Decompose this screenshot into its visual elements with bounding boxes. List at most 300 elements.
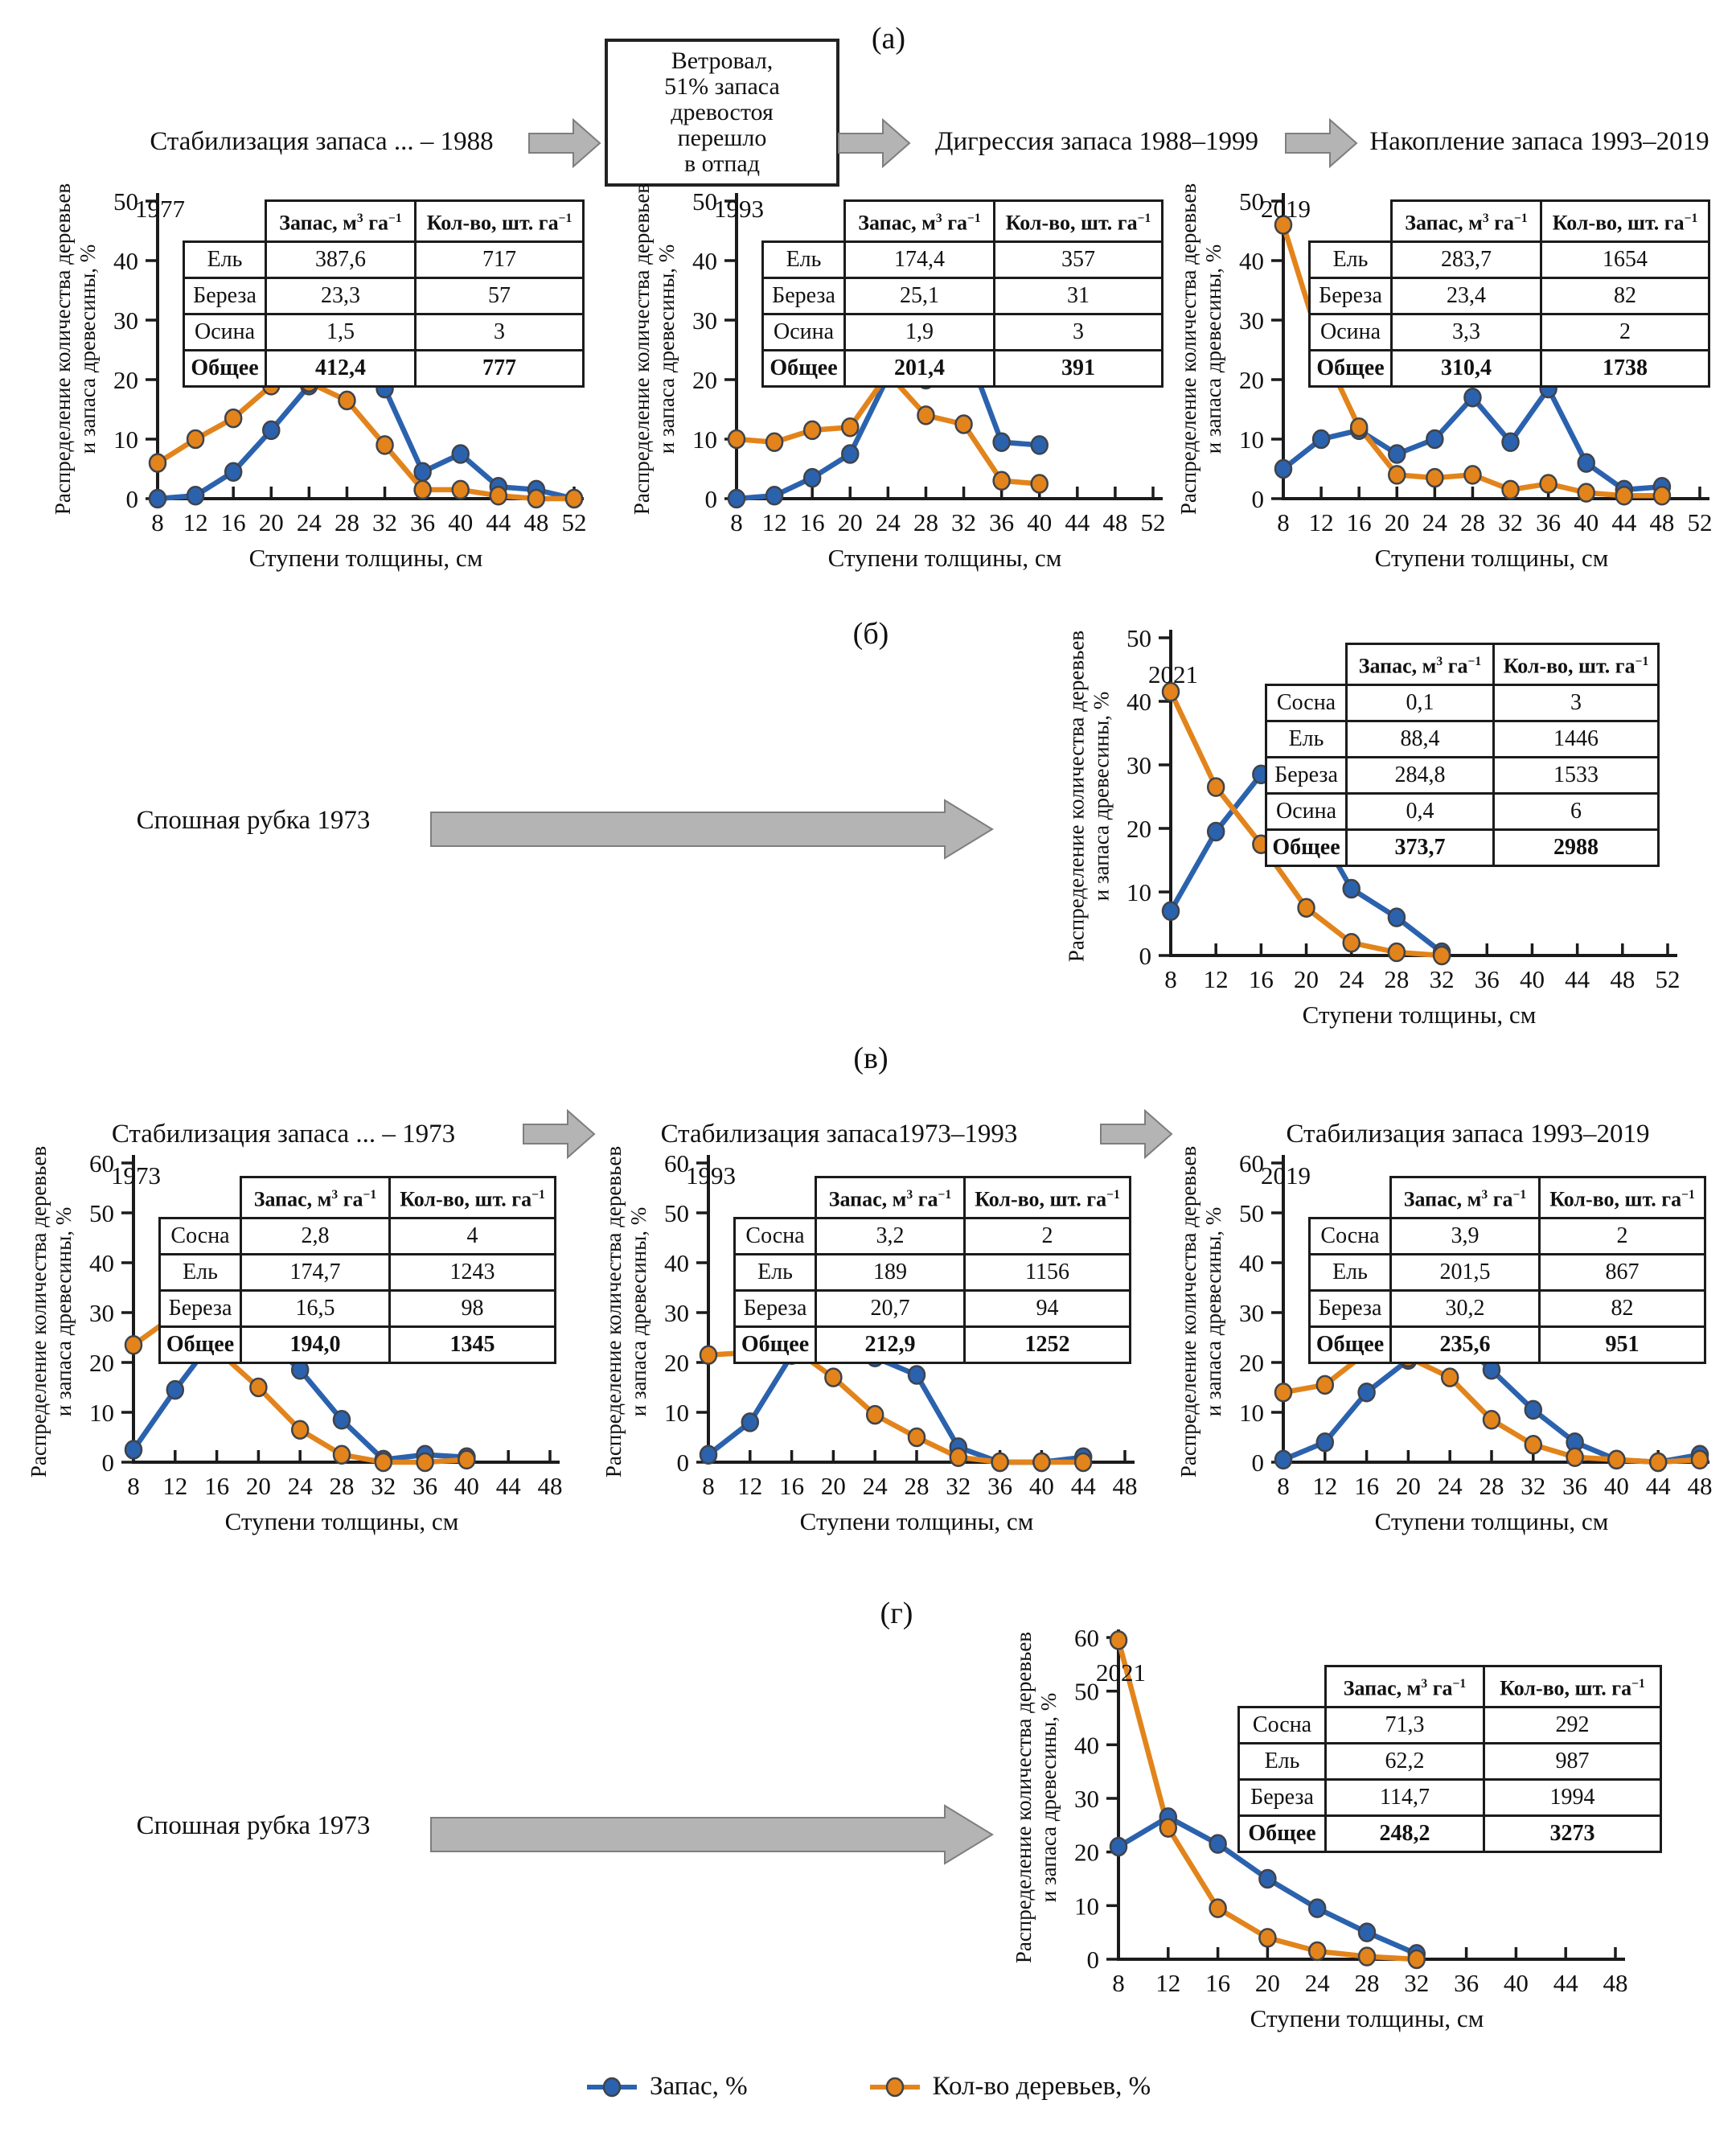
- svg-text:0: 0: [676, 1449, 689, 1477]
- legend-label-count: Кол-во деревьев, %: [932, 2072, 1151, 2101]
- data-point-stock: [909, 1366, 925, 1384]
- species-row: Ель 88,4 1446: [1266, 721, 1659, 757]
- data-point-count: [458, 1451, 474, 1469]
- data-point-count: [956, 416, 972, 434]
- flow-a-stage3: Накопление запаса 1993–2019: [1369, 127, 1709, 156]
- data-point-count: [1442, 1369, 1458, 1387]
- svg-text:48: 48: [1112, 1472, 1138, 1500]
- svg-text:32: 32: [951, 508, 977, 536]
- svg-text:36: 36: [1536, 508, 1562, 536]
- svg-text:20: 20: [1239, 366, 1264, 394]
- stock-header: Запас, $м^3$ $га^{-1}$: [816, 1177, 965, 1218]
- svg-text:52: 52: [561, 508, 587, 536]
- data-point-count: [1299, 899, 1315, 917]
- chart-b-2021: [1064, 623, 1681, 1038]
- data-point-count: [417, 1453, 433, 1471]
- data-point-count: [1654, 487, 1670, 504]
- svg-text:50: 50: [1074, 1677, 1099, 1706]
- chart-year-label: 2021: [1148, 660, 1198, 688]
- chart-year-label: 2019: [1261, 1161, 1311, 1190]
- flow-v-stage2: Стабилизация запаса1973–1993: [660, 1120, 1018, 1149]
- svg-text:20: 20: [89, 1349, 114, 1377]
- svg-text:24: 24: [287, 1472, 313, 1500]
- svg-text:20: 20: [837, 508, 863, 536]
- table-header-row: [1310, 201, 1709, 242]
- data-point-stock: [1426, 430, 1443, 448]
- svg-text:20: 20: [1254, 1969, 1280, 1997]
- svg-text:40: 40: [1028, 1472, 1054, 1500]
- svg-text:16: 16: [1205, 1969, 1231, 1997]
- table-header-row: [184, 201, 584, 242]
- chart-v-2019: [1176, 1145, 1713, 1544]
- svg-text:40: 40: [1239, 247, 1264, 275]
- svg-text:48: 48: [1649, 508, 1675, 536]
- table-header-row: [160, 1177, 556, 1218]
- data-point-stock: [453, 446, 469, 463]
- x-axis-label: Ступени толщины, см: [827, 544, 1062, 572]
- table-header-row: [1266, 644, 1659, 685]
- svg-text:12: 12: [737, 1472, 763, 1500]
- svg-text:24: 24: [1422, 508, 1447, 536]
- data-point-count: [376, 1453, 392, 1471]
- svg-text:30: 30: [664, 1299, 689, 1327]
- count-header: Кол-во, шт. $га^{-1}$: [1541, 201, 1709, 242]
- x-axis-label: Ступени толщины, см: [1374, 544, 1609, 572]
- species-row: Осина 0,4 6: [1266, 793, 1659, 829]
- data-point-stock: [1359, 1383, 1375, 1401]
- svg-text:12: 12: [1312, 1472, 1338, 1500]
- svg-text:12: 12: [1308, 508, 1334, 536]
- svg-text:44: 44: [1565, 965, 1590, 993]
- data-point-stock: [415, 463, 431, 481]
- chart-year-label: 1993: [686, 1161, 736, 1190]
- data-point-stock: [225, 463, 241, 481]
- flow-arrow-long-icon: [430, 1803, 995, 1866]
- data-point-stock: [742, 1413, 758, 1431]
- table-header-row: [1239, 1666, 1661, 1707]
- svg-text:40: 40: [692, 247, 717, 275]
- species-row: Сосна 71,3 292: [1239, 1707, 1661, 1743]
- species-row: Сосна 0,1 3: [1266, 684, 1659, 721]
- stock-header: Запас, $м^3$ $га^{-1}$: [1392, 201, 1541, 242]
- svg-text:40: 40: [1603, 1472, 1629, 1500]
- species-row: Береза 30,2 82: [1310, 1290, 1705, 1326]
- arrow-shape: [431, 1806, 992, 1864]
- svg-text:60: 60: [664, 1149, 689, 1177]
- arrow-shape: [1286, 120, 1356, 166]
- svg-text:48: 48: [1610, 965, 1635, 993]
- x-axis-label: Ступени толщины, см: [248, 544, 483, 572]
- stock-header: Запас, $м^3$ $га^{-1}$: [1391, 1177, 1540, 1218]
- total-row: Общее 201,4 391: [763, 350, 1163, 386]
- data-point-stock: [150, 490, 166, 508]
- count-header: Кол-во, шт. $га^{-1}$: [1540, 1177, 1705, 1218]
- total-row: Общее 412,4 777: [184, 350, 584, 386]
- svg-text:48: 48: [537, 1472, 563, 1500]
- table-header-row: [1310, 1177, 1705, 1218]
- svg-text:40: 40: [448, 508, 474, 536]
- data-point-stock: [1210, 1835, 1226, 1853]
- data-point-stock: [1313, 430, 1329, 448]
- svg-text:40: 40: [1574, 508, 1599, 536]
- chart-v-1973: [27, 1145, 563, 1544]
- svg-text:48: 48: [523, 508, 549, 536]
- svg-text:28: 28: [1354, 1969, 1380, 1997]
- flow-arrow-icon: [528, 117, 602, 169]
- svg-text:52: 52: [1655, 965, 1681, 993]
- x-axis-label: Ступени толщины, см: [1250, 2004, 1484, 2032]
- flow-arrow-icon: [1285, 117, 1359, 169]
- data-point-count: [1389, 466, 1405, 483]
- legend-item-count: [868, 2072, 1151, 2102]
- data-point-stock: [1344, 880, 1360, 898]
- data-point-count: [1692, 1451, 1708, 1469]
- panel-label-v: (в): [853, 1042, 889, 1075]
- svg-text:50: 50: [664, 1199, 689, 1227]
- data-point-stock: [1317, 1433, 1333, 1451]
- stand-summary-table: [158, 1176, 556, 1364]
- chart-year-label: 1977: [135, 195, 185, 223]
- stock-series-marker-icon: [585, 2076, 638, 2098]
- svg-text:8: 8: [702, 1472, 715, 1500]
- table-header-row: [763, 201, 1163, 242]
- data-point-count: [1208, 779, 1224, 796]
- data-point-stock: [700, 1446, 716, 1464]
- svg-text:0: 0: [1251, 485, 1264, 513]
- y-axis-label: Распределение количества деревьев и запаса древесины, %: [630, 183, 679, 516]
- svg-text:16: 16: [220, 508, 246, 536]
- svg-text:16: 16: [1354, 1472, 1380, 1500]
- svg-text:44: 44: [495, 1472, 521, 1500]
- svg-text:44: 44: [1065, 508, 1090, 536]
- species-row: Ель 62,2 987: [1239, 1743, 1661, 1779]
- data-point-count: [867, 1406, 883, 1424]
- stand-summary-table: [733, 1176, 1131, 1364]
- data-point-count: [1033, 1453, 1049, 1471]
- svg-text:0: 0: [125, 485, 138, 513]
- svg-text:12: 12: [183, 508, 208, 536]
- panel-label-b: (б): [852, 617, 889, 651]
- svg-text:20: 20: [1127, 815, 1151, 843]
- data-point-stock: [125, 1441, 142, 1459]
- data-point-count: [187, 430, 203, 448]
- svg-text:40: 40: [1239, 1249, 1264, 1277]
- stand-summary-table: [1308, 199, 1710, 388]
- total-row: Общее 310,4 1738: [1310, 350, 1709, 386]
- svg-text:32: 32: [1498, 508, 1524, 536]
- data-point-count: [1389, 943, 1405, 961]
- svg-text:20: 20: [1395, 1472, 1421, 1500]
- data-point-count: [453, 481, 469, 499]
- count-header: Кол-во, шт. $га^{-1}$: [1484, 1666, 1661, 1707]
- stock-header: Запас, $м^3$ $га^{-1}$: [266, 201, 416, 242]
- species-row: Ель 174,7 1243: [160, 1254, 556, 1290]
- data-point-count: [1464, 466, 1480, 483]
- svg-text:50: 50: [89, 1199, 114, 1227]
- flow-v-stage3: Стабилизация запаса 1993–2019: [1286, 1120, 1650, 1149]
- svg-text:30: 30: [692, 306, 717, 335]
- svg-text:40: 40: [89, 1249, 114, 1277]
- svg-text:28: 28: [1459, 508, 1485, 536]
- data-point-count: [804, 421, 820, 439]
- data-point-count: [1032, 475, 1048, 493]
- data-point-count: [1525, 1436, 1541, 1453]
- clearcut-label-g: Спошная рубка 1973: [136, 1811, 371, 1840]
- svg-text:32: 32: [372, 508, 398, 536]
- species-row: Ель 174,4 357: [763, 241, 1163, 277]
- count-header: Кол-во, шт. $га^{-1}$: [416, 201, 584, 242]
- svg-text:10: 10: [692, 425, 717, 454]
- svg-text:0: 0: [1251, 1449, 1264, 1477]
- count-header: Кол-во, шт. $га^{-1}$: [1494, 644, 1659, 685]
- svg-text:24: 24: [296, 508, 322, 536]
- y-axis-label: Распределение количества деревьев и запаса древесины, %: [51, 183, 100, 516]
- chart-a-2019: [1176, 183, 1713, 581]
- total-row: Общее 248,2 3273: [1239, 1815, 1661, 1851]
- species-row: Береза 16,5 98: [160, 1290, 556, 1326]
- svg-text:16: 16: [799, 508, 825, 536]
- chart-year-label: 2019: [1261, 195, 1311, 223]
- data-point-stock: [728, 490, 745, 508]
- y-axis-label: Распределение количества деревьев и запаса древесины, %: [1064, 630, 1114, 963]
- svg-text:50: 50: [1127, 624, 1151, 652]
- svg-text:10: 10: [89, 1399, 114, 1427]
- svg-text:40: 40: [664, 1249, 689, 1277]
- data-point-count: [292, 1421, 308, 1439]
- x-axis-label: Ступени толщины, см: [1302, 1001, 1537, 1029]
- species-row: Береза 25,1 31: [763, 277, 1163, 314]
- data-point-stock: [1275, 460, 1291, 478]
- data-point-count: [992, 1453, 1008, 1471]
- data-point-stock: [1503, 434, 1519, 451]
- data-point-count: [1344, 934, 1360, 951]
- species-row: Осина 1,9 3: [763, 314, 1163, 350]
- data-point-count: [728, 430, 745, 448]
- data-point-count: [1650, 1453, 1666, 1471]
- svg-text:32: 32: [1404, 1969, 1430, 1997]
- svg-text:12: 12: [162, 1472, 188, 1500]
- data-point-count: [225, 409, 241, 427]
- species-row: Ель 201,5 867: [1310, 1254, 1705, 1290]
- data-point-count: [125, 1336, 142, 1354]
- data-point-count: [1160, 1819, 1176, 1837]
- svg-text:48: 48: [1603, 1969, 1628, 1997]
- data-point-count: [1309, 1942, 1325, 1960]
- data-point-count: [766, 434, 782, 451]
- legend-label-stock: Запас, %: [649, 2072, 748, 2101]
- windthrow-box: Ветровал, 51% запаса древостоя перешло в отпад: [605, 39, 839, 187]
- svg-text:30: 30: [113, 306, 138, 335]
- svg-text:24: 24: [862, 1472, 888, 1500]
- flow-arrow-long-icon: [430, 798, 995, 861]
- y-axis-label: Распределение количества деревьев и запаса древесины, %: [27, 1145, 76, 1478]
- svg-text:10: 10: [664, 1399, 689, 1427]
- chart-year-label: 2021: [1096, 1658, 1146, 1687]
- svg-text:20: 20: [113, 366, 138, 394]
- stand-summary-table: [183, 199, 585, 388]
- stock-header: Запас, $м^3$ $га^{-1}$: [1347, 644, 1494, 685]
- flow-a-stage1: Стабилизация запаса ... – 1988: [150, 127, 494, 156]
- svg-text:10: 10: [1239, 1399, 1264, 1427]
- data-point-count: [1578, 484, 1594, 502]
- data-point-count: [415, 481, 431, 499]
- svg-text:28: 28: [1479, 1472, 1504, 1500]
- svg-text:8: 8: [151, 508, 164, 536]
- svg-text:44: 44: [1645, 1472, 1671, 1500]
- data-point-stock: [167, 1381, 183, 1399]
- species-row: Сосна 3,9 2: [1310, 1218, 1705, 1254]
- svg-text:40: 40: [1127, 688, 1151, 716]
- svg-text:44: 44: [1553, 1969, 1578, 1997]
- svg-text:32: 32: [371, 1472, 396, 1500]
- data-point-stock: [1389, 909, 1405, 927]
- total-row: Общее 235,6 951: [1310, 1326, 1705, 1362]
- svg-text:30: 30: [89, 1299, 114, 1327]
- x-axis-label: Ступени толщины, см: [799, 1507, 1034, 1535]
- species-row: Береза 284,8 1533: [1266, 757, 1659, 793]
- data-point-stock: [187, 487, 203, 504]
- stock-header: Запас, $м^3$ $га^{-1}$: [241, 1177, 390, 1218]
- x-axis-label: Ступени толщины, см: [1374, 1507, 1609, 1535]
- data-point-stock: [1110, 1838, 1127, 1855]
- svg-text:8: 8: [1164, 965, 1177, 993]
- data-point-count: [1210, 1900, 1226, 1917]
- chart-year-label: 1973: [111, 1161, 161, 1190]
- svg-text:16: 16: [1248, 965, 1274, 993]
- svg-text:30: 30: [1074, 1785, 1099, 1813]
- svg-text:44: 44: [1070, 1472, 1096, 1500]
- species-row: Береза 23,4 82: [1310, 277, 1709, 314]
- svg-text:20: 20: [1239, 1349, 1264, 1377]
- svg-text:8: 8: [1277, 508, 1290, 536]
- data-point-count: [994, 472, 1010, 490]
- svg-text:16: 16: [204, 1472, 230, 1500]
- svg-text:24: 24: [1339, 965, 1365, 993]
- svg-text:24: 24: [1437, 1472, 1463, 1500]
- stand-summary-table: [1265, 643, 1660, 867]
- data-point-count: [528, 490, 544, 508]
- arrow-shape: [529, 120, 600, 166]
- svg-text:20: 20: [692, 366, 717, 394]
- arrow-shape: [431, 800, 992, 858]
- data-point-count: [1275, 1383, 1291, 1401]
- svg-text:48: 48: [1687, 1472, 1713, 1500]
- data-point-count: [825, 1369, 841, 1387]
- svg-text:40: 40: [1519, 965, 1545, 993]
- svg-text:36: 36: [987, 1472, 1013, 1500]
- flow-arrow-icon: [838, 117, 912, 169]
- svg-text:32: 32: [1429, 965, 1455, 993]
- stand-summary-table: [1308, 1176, 1706, 1364]
- svg-text:36: 36: [1454, 1969, 1479, 1997]
- data-point-count: [1351, 418, 1367, 436]
- data-point-count: [334, 1446, 350, 1464]
- stock-header: Запас, $м^3$ $га^{-1}$: [1326, 1666, 1484, 1707]
- count-series-marker-icon: [868, 2076, 921, 2098]
- data-point-count: [250, 1379, 266, 1396]
- svg-text:60: 60: [1239, 1149, 1264, 1177]
- chart-year-label: 1993: [714, 195, 764, 223]
- data-point-stock: [1259, 1870, 1275, 1888]
- svg-text:50: 50: [1239, 1199, 1264, 1227]
- svg-text:30: 30: [1239, 1299, 1264, 1327]
- data-point-stock: [994, 434, 1010, 451]
- data-point-count: [1616, 487, 1632, 504]
- data-point-count: [1541, 475, 1557, 493]
- data-point-count: [1409, 1950, 1425, 1968]
- data-point-stock: [804, 469, 820, 487]
- svg-text:52: 52: [1687, 508, 1713, 536]
- data-point-stock: [1032, 436, 1048, 454]
- data-point-stock: [1464, 388, 1480, 406]
- svg-text:0: 0: [1086, 1946, 1099, 1974]
- species-row: Осина 1,5 3: [184, 314, 584, 350]
- data-point-count: [700, 1346, 716, 1364]
- data-point-stock: [766, 487, 782, 504]
- svg-text:40: 40: [113, 247, 138, 275]
- data-point-count: [1359, 1948, 1375, 1966]
- svg-text:20: 20: [1384, 508, 1410, 536]
- chart-v-1993: [601, 1145, 1138, 1544]
- svg-text:40: 40: [1074, 1731, 1099, 1760]
- stock-header: Запас, $м^3$ $га^{-1}$: [845, 201, 995, 242]
- data-point-stock: [842, 446, 858, 463]
- x-axis-label: Ступени толщины, см: [224, 1507, 459, 1535]
- svg-text:30: 30: [1239, 306, 1264, 335]
- stand-summary-table: [1237, 1665, 1662, 1853]
- svg-text:0: 0: [101, 1449, 114, 1477]
- count-header: Кол-во, шт. $га^{-1}$: [965, 1177, 1131, 1218]
- chart-g-2021: [1012, 1623, 1645, 2041]
- svg-text:60: 60: [1074, 1624, 1099, 1652]
- svg-text:36: 36: [1562, 1472, 1588, 1500]
- species-row: Ель 283,7 1654: [1310, 241, 1709, 277]
- data-point-count: [1426, 469, 1443, 487]
- flow-v-stage1: Стабилизация запаса ... – 1973: [111, 1120, 456, 1149]
- legend-item-stock: [585, 2072, 748, 2102]
- species-row: Ель 189 1156: [735, 1254, 1131, 1290]
- svg-text:10: 10: [113, 425, 138, 454]
- svg-text:50: 50: [692, 187, 717, 216]
- data-point-count: [1484, 1411, 1500, 1428]
- data-point-stock: [1359, 1924, 1375, 1942]
- legend: [0, 2072, 1736, 2102]
- data-point-stock: [1389, 446, 1405, 463]
- data-point-stock: [1525, 1401, 1541, 1419]
- svg-text:10: 10: [1127, 878, 1151, 906]
- y-axis-label: Распределение количества деревьев и запаса древесины, %: [1012, 1631, 1061, 1964]
- arrow-shape: [839, 120, 909, 166]
- svg-text:12: 12: [1155, 1969, 1181, 1997]
- svg-text:8: 8: [730, 508, 743, 536]
- svg-text:20: 20: [664, 1349, 689, 1377]
- svg-text:36: 36: [410, 508, 436, 536]
- svg-text:48: 48: [1102, 508, 1128, 536]
- species-row: Сосна 3,2 2: [735, 1218, 1131, 1254]
- svg-text:52: 52: [1140, 508, 1166, 536]
- data-point-count: [950, 1449, 966, 1466]
- species-row: Сосна 2,8 4: [160, 1218, 556, 1254]
- data-point-count: [339, 392, 355, 409]
- chart-a-1993: [630, 183, 1166, 581]
- svg-text:28: 28: [913, 508, 938, 536]
- svg-text:8: 8: [1112, 1969, 1125, 1997]
- y-axis-label: Распределение количества деревьев и запаса древесины, %: [1176, 183, 1225, 516]
- svg-text:0: 0: [1139, 942, 1151, 970]
- species-row: Ель 387,6 717: [184, 241, 584, 277]
- svg-text:20: 20: [820, 1472, 846, 1500]
- count-header: Кол-во, шт. $га^{-1}$: [995, 201, 1163, 242]
